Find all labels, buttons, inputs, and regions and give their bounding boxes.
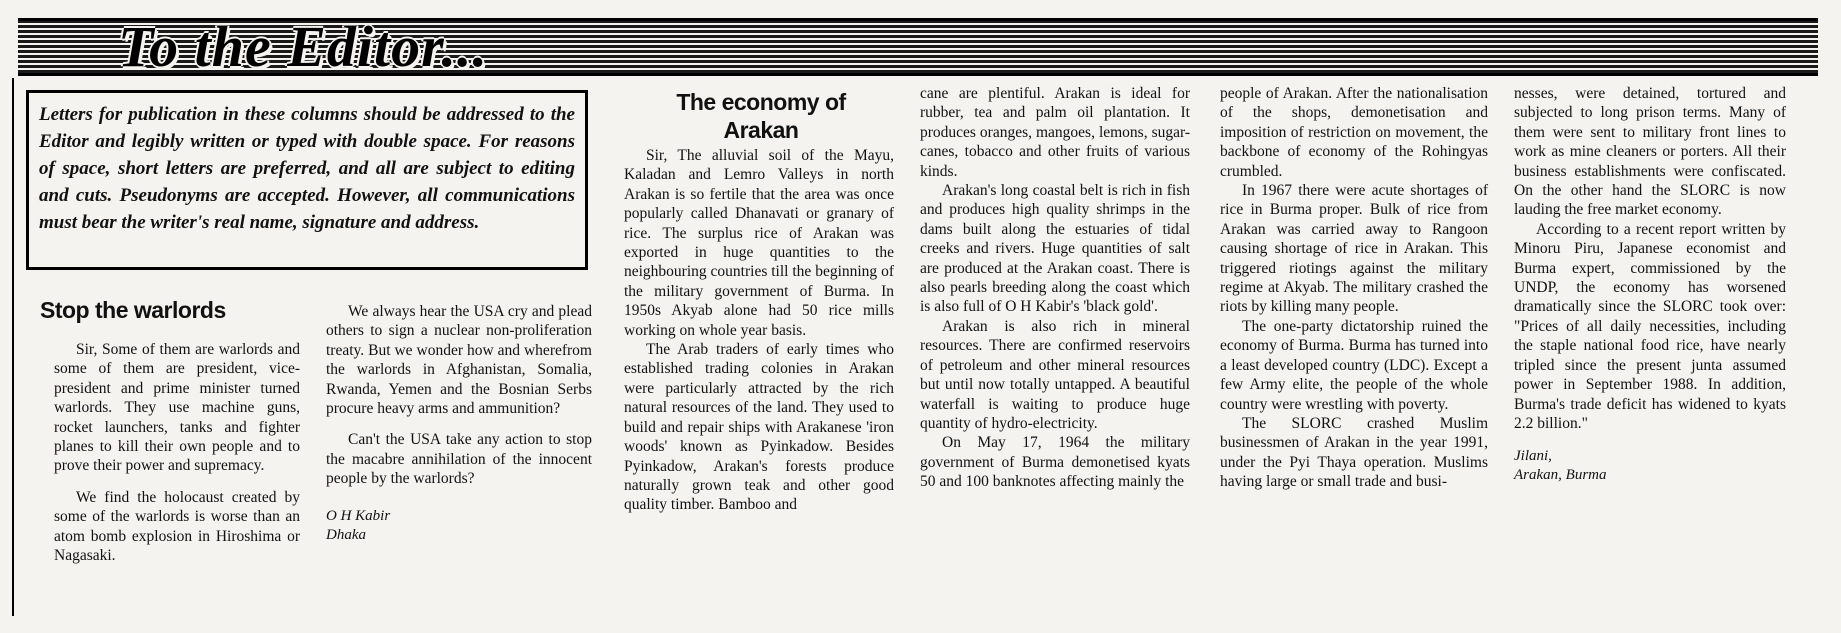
letter-warlords-col1 [54,340,300,565]
paragraph: people of Arakan. After the nationalisation of the shops, demonetisation and imposition of restriction on movement, the backbone of economy of the Rohingyas crumbled. [1220,85,1488,180]
paragraph: The SLORC crashed Muslim businessmen of Arakan in the year 1991, under the Pyi Thaya operation. Muslims having large or small trade and busi- [1220,414,1488,491]
letter-arakan-col3 [1220,84,1488,492]
paragraph: The Arab traders of early times who established trading colonies in Arakan were particularly attracted by the rich natural resources of the land. They used to build and repair ships with Arakanese 'iron woods' known as Pyinkadow. Besides Pyinkadow, Arakan's forests produce naturally grown teak and other good quality timber. Bamboo and [624,341,894,514]
signature-place: Dhaka [326,526,366,543]
signature-name: O H Kabir [326,507,391,524]
editor-banner [18,14,1818,79]
letter-headline-warlords: Stop the warlords [40,297,226,323]
section-title: To the Editor... [118,14,489,79]
column-rule [12,78,14,616]
paragraph: nesses, were detained, tortured and subjected to long prison terms. Many of them were sent to military front lines to work as mine cleaners or porters. All their business establishments were confiscated. On the other hand the SLORC is now lauding the free market economy. [1514,85,1786,219]
letter-headline-arakan [626,88,896,144]
paragraph: On May 17, 1964 the military government of Burma demonetised kyats 50 and 100 banknotes affecting mainly the [920,434,1190,491]
signature-place: Arakan, Burma [1514,467,1607,484]
signature-name: Jilani, [1514,448,1552,465]
paragraph: Sir, Some of them are warlords and some of them are president, vice-president and prime minister turned warlords. They use machine guns, rocket launchers, tanks and fighter planes to kill their own people and to prove their power and supremacy. [54,341,300,475]
paragraph: cane are plentiful. Arakan is ideal for rubber, tea and palm oil plantation. It produces oranges, mangoes, lemons, sugar-canes, tobacco and other fruits of various kinds. [920,85,1190,180]
submission-notice: Letters for publication in these columns should be addressed to the Editor and legibly written or typed with double space. For reasons of space, short letters are preferred, and all are subject to editing and cuts. Pseudonyms are accepted. However, all communications must bear the writer's real name, signature and address. [26,90,588,270]
paragraph: According to a recent report written by Minoru Piru, Japanese economist and Burma expert, commissioned by the UNDP, the economy has worsened dramatically since the SLORC took over: "Prices of all daily necessities, including the staple national food rice, have nearly tripled since the present junta assumed power in September 1988. In addition, Burma's trade deficit has widened to kyats 2.2 billion." [1514,220,1786,432]
paragraph: Arakan's long coastal belt is rich in fish and produces high quality shrimps in the dams built along the estuaries of tidal creeks and rivers. Huge quantities of salt are produced at the Arakan coast. There is also pearls breeding along the coast which is also full of O H Kabir's 'black gold'. [920,182,1190,316]
paragraph: Arakan is also rich in mineral resources. There are confirmed reservoirs of petroleum and other mineral resources but until now totally untapped. A beautiful waterfall is waiting to produce huge quantity of hydro-electricity. [920,317,1190,432]
paragraph: The one-party dictatorship ruined the economy of Burma. Burma has turned into a least developed country (LDC). Except a few Army elite, the people of the whole country were wrestling with poverty. [1220,317,1488,413]
letter-arakan-col4 [1514,84,1786,485]
headline-line: Arakan [723,117,799,143]
letter-arakan-col2 [920,84,1190,492]
letter-arakan-col1 [624,146,894,515]
paragraph: In 1967 there were acute shortages of rice in Burma proper. Bulk of rice from Arakan was carried away to Rangoon causing shortage of rice in Arakan. This triggered riotings against the military regime at Akyab. The military crashed the riots by killing many people. [1220,182,1488,316]
headline-line: The economy of [676,89,846,115]
paragraph: We always hear the USA cry and plead others to sign a nuclear non-proliferation treaty. But we wonder how and wherefrom the warlords in Afghanistan, Somalia, Rwanda, Yemen and the Bosnian Serbs procure heavy arms and ammunition? [326,303,592,418]
letter-warlords-col2 [326,302,592,545]
paragraph: Can't the USA take any action to stop the macabre annihilation of the innocent people by the warlords? [326,431,592,488]
paragraph: Sir, The alluvial soil of the Mayu, Kaladan and Lemro Valleys in north Arakan is so fertile that the area was once popularly called Dhanavati or granary of rice. The surplus rice of Arakan was exported in huge quantities to the neighbouring countries till the beginning of the military government of Burma. In 1950s Akyab alone had 50 rice mills working on whole year basis. [624,147,894,339]
paragraph: We find the holocaust created by some of the warlords is worse than an atom bomb explosion in Hiroshima or Nagasaki. [54,488,300,565]
